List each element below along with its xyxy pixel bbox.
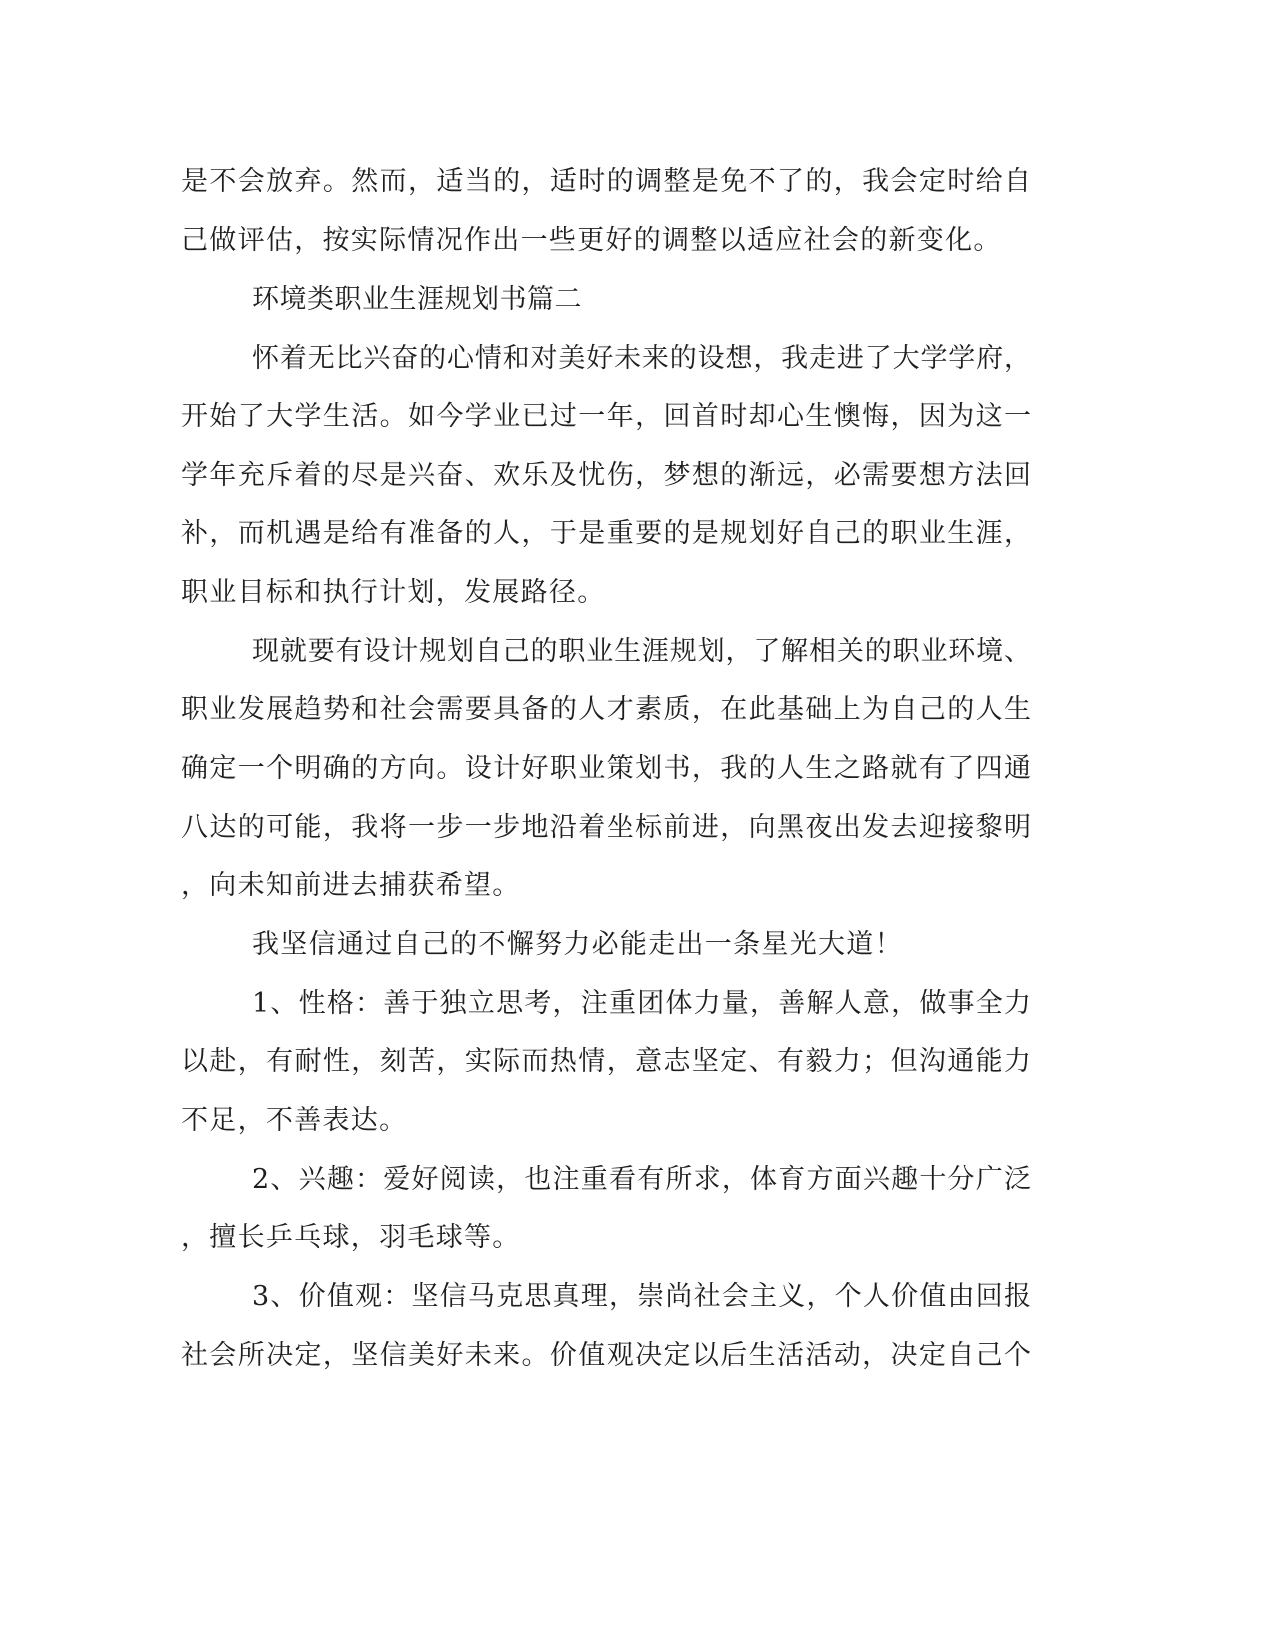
- body-text-line: 职业目标和执行计划，发展路径。: [181, 577, 606, 608]
- body-text-line: 怀着无比兴奋的心情和对美好未来的设想，我走进了大学学府，: [252, 343, 1031, 374]
- body-text-line: 职业发展趋势和社会需要具备的人才素质，在此基础上为自己的人生: [181, 694, 1031, 725]
- list-item-personality: 1、性格：善于独立思考，注重团体力量，善解人意，做事全力: [252, 988, 1031, 1019]
- body-text-line: 现就要有设计规划自己的职业生涯规划，了解相关的职业环境、: [252, 636, 1031, 667]
- list-item-interests: 2、兴趣：爱好阅读，也注重看有所求，体育方面兴趣十分广泛: [252, 1164, 1031, 1195]
- body-text-line: 是不会放弃。然而，适当的，适时的调整是免不了的，我会定时给自: [181, 166, 1031, 197]
- body-text-line: 社会所决定，坚信美好未来。价值观决定以后生活活动，决定自己个: [181, 1340, 1031, 1371]
- section-heading: 环境类职业生涯规划书篇二: [252, 284, 582, 315]
- list-item-values: 3、价值观：坚信马克思真理，崇尚社会主义，个人价值由回报: [252, 1281, 1031, 1312]
- body-text-line: 我坚信通过自己的不懈努力必能走出一条星光大道！: [252, 929, 903, 960]
- body-text-line: 补，而机遇是给有准备的人，于是重要的是规划好自己的职业生涯，: [181, 518, 1031, 549]
- body-text-line: 开始了大学生活。如今学业已过一年，回首时却心生懊悔，因为这一: [181, 401, 1031, 432]
- body-text-line: ，擅长乒乓球，羽毛球等。: [181, 1222, 521, 1253]
- body-text-line: ，向未知前进去捕获希望。: [181, 870, 521, 901]
- body-text-line: 己做评估，按实际情况作出一些更好的调整以适应社会的新变化。: [181, 225, 1002, 256]
- body-text-line: 学年充斥着的尽是兴奋、欢乐及忧伤，梦想的渐远，必需要想方法回: [181, 460, 1031, 491]
- body-text-line: 确定一个明确的方向。设计好职业策划书，我的人生之路就有了四通: [181, 753, 1031, 784]
- body-text-line: 不足，不善表达。: [181, 1105, 408, 1136]
- body-text-line: 八达的可能，我将一步一步地沿着坐标前进，向黑夜出发去迎接黎明: [181, 812, 1031, 843]
- body-text-line: 以赴，有耐性，刻苦，实际而热情，意志坚定、有毅力；但沟通能力: [181, 1046, 1031, 1077]
